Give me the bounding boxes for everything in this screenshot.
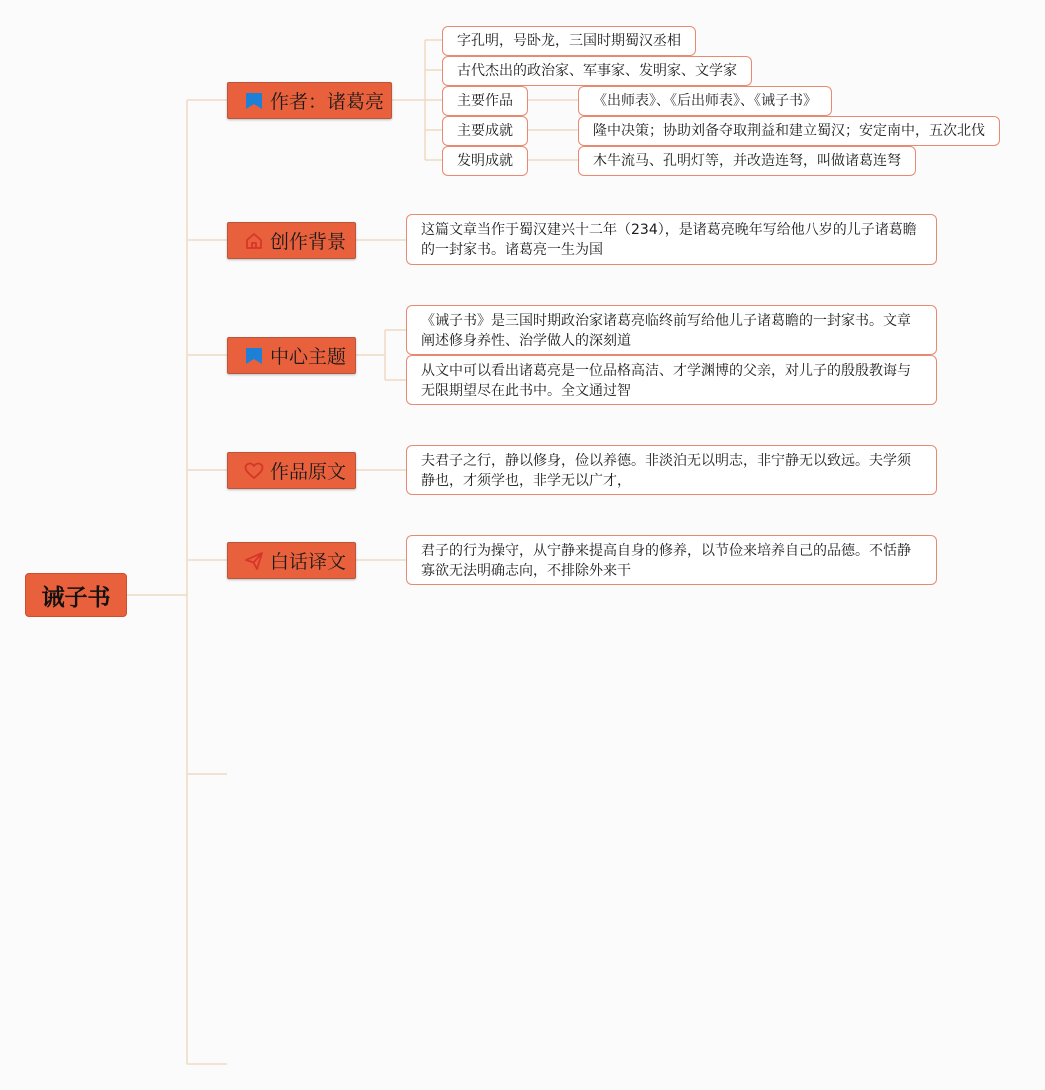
author-sub-inventions[interactable]: 发明成就	[442, 146, 528, 176]
branch-original[interactable]	[227, 452, 356, 489]
root-node[interactable]	[25, 573, 127, 617]
original-text[interactable]: 夫君子之行，静以修身，俭以养德。非淡泊无以明志，非宁静无以致远。夫学须静也，才须学也，非学无以广才，	[406, 445, 937, 495]
branch-background[interactable]	[227, 222, 356, 259]
theme-item-2[interactable]: 从文中可以看出诸葛亮是一位品格高洁、才学渊博的父亲，对儿子的殷殷教诲与无限期望尽在此书中。全文通过智	[406, 355, 937, 405]
author-sub-inventions-value[interactable]: 木牛流马、孔明灯等，并改造连弩，叫做诸葛连弩	[578, 146, 916, 176]
flag-icon	[244, 346, 264, 366]
author-sub-achievements[interactable]: 主要成就	[442, 116, 528, 146]
author-sub-achievements-value[interactable]: 隆中决策；协助刘备夺取荆益和建立蜀汉；安定南中，五次北伐	[578, 116, 1000, 146]
author-item-2[interactable]: 古代杰出的政治家、军事家、发明家、文学家	[442, 56, 752, 86]
branch-translation[interactable]	[227, 542, 356, 579]
author-item-1[interactable]: 字孔明，号卧龙，三国时期蜀汉丞相	[442, 26, 696, 56]
branch-theme[interactable]	[227, 337, 356, 374]
branch-author[interactable]	[227, 82, 392, 119]
branch-background-label: 创作背景	[270, 231, 347, 253]
author-sub-works-value[interactable]: 《出师表》、《后出师表》、《诫子书》	[578, 86, 832, 116]
background-text[interactable]: 这篇文章当作于蜀汉建兴十二年（234），是诸葛亮晚年写给他八岁的儿子诸葛瞻的一封家书。诸葛亮一生为国	[406, 214, 937, 265]
theme-item-1[interactable]: 《诫子书》是三国时期政治家诸葛亮临终前写给他儿子诸葛瞻的一封家书。文章阐述修身养性、治学做人的深刻道	[406, 305, 937, 355]
branch-translation-label: 白话译文	[270, 551, 347, 573]
root-label: 诫子书	[41, 584, 111, 611]
translation-text[interactable]: 君子的行为操守，从宁静来提高自身的修养，以节俭来培养自己的品德。不恬静寡欲无法明确志向，不排除外来干	[406, 535, 937, 585]
flag-icon	[244, 91, 264, 111]
author-sub-works[interactable]: 主要作品	[442, 86, 528, 116]
branch-original-label: 作品原文	[270, 461, 347, 483]
heart-icon	[244, 461, 264, 481]
branch-theme-label: 中心主题	[270, 346, 347, 368]
home-icon	[244, 231, 264, 251]
paper-plane-icon	[244, 551, 264, 571]
branch-author-label: 作者：诸葛亮	[270, 91, 385, 113]
